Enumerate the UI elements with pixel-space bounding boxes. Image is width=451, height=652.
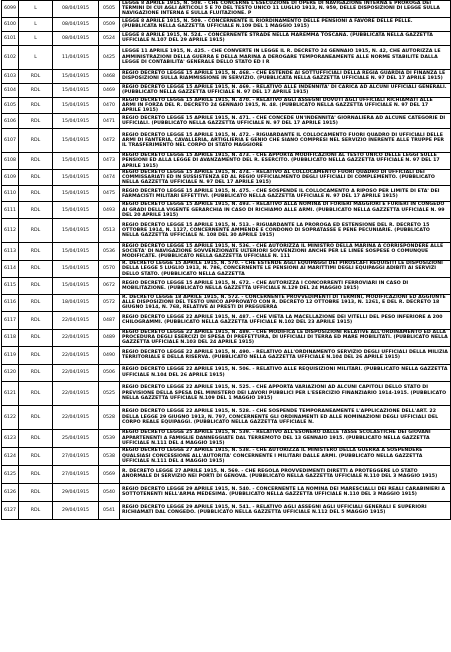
- act-date: 08/04/1915: [53, 17, 99, 31]
- act-type: RDL: [19, 447, 53, 465]
- act-code: 0489: [99, 329, 120, 346]
- act-type: RDL: [19, 114, 53, 129]
- act-date: 15/04/1915: [53, 129, 99, 153]
- act-code: 0474: [99, 169, 120, 186]
- act-type: L: [19, 45, 53, 69]
- table-row: [2, 17, 451, 31]
- act-type: RDL: [19, 483, 53, 501]
- entry-number: 6113: [2, 243, 19, 261]
- table-row: [2, 501, 451, 519]
- act-type: RDL: [19, 83, 53, 97]
- entry-number: 6119: [2, 346, 19, 364]
- table-row: [2, 278, 451, 295]
- entry-number: 6100: [2, 17, 19, 31]
- act-code: 0572: [99, 295, 120, 312]
- act-code: 0475: [99, 186, 120, 202]
- table-row: [2, 429, 451, 447]
- act-type: RDL: [19, 295, 53, 312]
- act-date: 08/04/1915: [53, 31, 99, 45]
- entry-number: 6123: [2, 429, 19, 447]
- table-row: [2, 405, 451, 429]
- act-description: REGIO DECRETO LEGGE 15 APRILE 1915, N. 469. - RELATIVO ALLE INDENNITA' DI CARICA AD ALCUNI UFFICIALI GENERALI. (PUBBLICATO NELLA GAZZETTA UFFICIALE N. 97 DEL 17 APRILE 1915): [120, 83, 451, 97]
- act-description: R. DECRETO LEGGE 18 APRILE 1915, N. 572. - CONCERNENTE PROVVEDIMENTI DI TERMINI, MODIFICAZIONI ED AGGIUNTE ALLE DISPOSIZIONI DEL TESTO UNICO APPROVATO CON R. DECRETO 12 OTTOBRE 1913, N. 1261, E DEL R. DECRETO 18 GIUGNO 1914, N. 768, RELATIVE AI PRESTI DI PREGUERRA: [120, 295, 451, 312]
- act-date: 15/04/1915: [53, 97, 99, 114]
- table-row: [2, 311, 451, 329]
- act-code: 0538: [99, 447, 120, 465]
- act-date: 22/04/1915: [53, 381, 99, 405]
- act-code: 0541: [99, 501, 120, 519]
- act-type: RDL: [19, 69, 53, 83]
- act-code: 0539: [99, 429, 120, 447]
- entry-number: 6102: [2, 45, 19, 69]
- table-row: [2, 219, 451, 243]
- act-type: RDL: [19, 169, 53, 186]
- entry-number: 6127: [2, 501, 19, 519]
- act-description: REGIO DECRETO LEGGE 15 APRILE 1915, N. 470. - RELATIVO AGLI ASSEGNI DOVUTI AGLI UFFICIALI RICHIAMATI ALLE ARMI IN FORZA DEL R. DECRETO 24 GENNAIO 1915, N. 48. (PUBBLICATO NELLA GAZZETTA UFFICIALE N. 97 DEL 17 APRILE 1915): [120, 97, 451, 114]
- act-description: LEGGE 8 APRILE 1915, N. 509. - CONCERNENTE IL RIORDINAMENTO DELLE PENSIONI A FAVORE DELLE PELLE. (PUBBLICATA NELLA GAZZETTA UFFICIALE N.109 DEL 1 MAGGIO 1915): [120, 17, 451, 31]
- act-type: RDL: [19, 329, 53, 346]
- act-code: 0672: [99, 278, 120, 295]
- act-type: RDL: [19, 278, 53, 295]
- act-description: REGIO DECRETO LEGGE 15 APRILE 1915, N. 468. - CHE ESTENDE AI SOTTUFFICIALI DELLA REGIA GUARDIA DI FINANZA LE DISPOSIZIONI SULLA RIAMMISSIONE IN SERVIZIO. (PUBBLICATA NELLA GAZZETTA UFFICIALE N. 97 DEL 17 APRILE 1915): [120, 69, 451, 83]
- act-date: 27/04/1915: [53, 465, 99, 483]
- act-code: 0473: [99, 153, 120, 170]
- entry-number: 6116: [2, 295, 19, 312]
- act-date: 15/04/1915: [53, 114, 99, 129]
- act-type: RDL: [19, 311, 53, 329]
- act-date: 22/04/1915: [53, 329, 99, 346]
- act-date: 22/04/1915: [53, 405, 99, 429]
- act-description: LEGGE 11 APRILE 1915, N. 425. - CHE CONVERTE IN LEGGE IL R. DECRETO 24 GENNAIO 1915, N. 42, CHE AUTORIZZA LE AMMINISTRAZIONI DELLA GUERRA E DELLA MARINA A DEROGARE TEMPORANEAMENTE ALLE NORME STABILITE DALLA LEGGE DI CONTABILITA' GENERALE DELLO STATO ED I R: [120, 45, 451, 69]
- entry-number: 6112: [2, 219, 19, 243]
- act-code: 0528: [99, 405, 120, 429]
- act-date: 29/04/1915: [53, 483, 99, 501]
- act-date: 22/04/1915: [53, 346, 99, 364]
- table-row: [2, 329, 451, 346]
- act-date: 15/04/1915: [53, 261, 99, 278]
- act-code: 0493: [99, 202, 120, 219]
- act-description: REGIO DECRETO LEGGE 15 APRILE 1915, N. 475. - CHE SOSPENDE IL COLLOCAMENTO A RIPOSO PER LIMITE DI ETA' DEI FARMACISTI MILITARI EFFETTIVI. (PUBBLICATO NELLA GAZZETTA UFFICIALE N. 97 DEL 17 APRILE 1915): [120, 186, 451, 202]
- act-code: 0468: [99, 69, 120, 83]
- act-type: RDL: [19, 153, 53, 170]
- act-type: RDL: [19, 219, 53, 243]
- act-type: RDL: [19, 381, 53, 405]
- table-row: [2, 346, 451, 364]
- act-code: 0540: [99, 483, 120, 501]
- act-date: 15/04/1915: [53, 153, 99, 170]
- act-date: 18/04/1915: [53, 295, 99, 312]
- act-code: 0509: [99, 17, 120, 31]
- entry-number: 6124: [2, 447, 19, 465]
- entry-number: 6099: [2, 1, 19, 18]
- act-description: REGIO DECRETO LEGGE 15 APRILE 1915, N. 472. - RIGUARDANTE IL COLLOCAMENTO FUORI QUADRO DI UFFICIALI DELLE ARMI DI FANTERIA, CAVALLERIA, ARTIGLIERIA E GENIO CHE SIANO COMPRESI NEL SERVIZIO INERENTE ALLE TRUPPE PER IL TRASFERIMENTO NEL CORPO DI STATO MAGGIORE: [120, 129, 451, 153]
- act-description: REGIO DECRETO LEGGE 22 APRILE 1915, N. 528. - CHE SOSPENDE TEMPORANEAMENTE L'APPLICAZIONE DELL'ART. 22 DELLA LEGGE 29 GIUGNO 1913, N. 797, CONCERNENTE GLI ORDINAMENTI ED ALLE NOMINAZIONI DEGLI UFFICIALI DEL CORPO REALE EQUIPAGGI. (PUBBLICATO NELLA GAZZETTA UFFICIALE N.: [120, 405, 451, 429]
- table-row: [2, 31, 451, 45]
- act-date: 29/04/1915: [53, 501, 99, 519]
- act-type: RDL: [19, 364, 53, 381]
- act-date: 15/04/1915: [53, 278, 99, 295]
- act-date: 15/04/1915: [53, 243, 99, 261]
- act-date: 15/04/1915: [53, 169, 99, 186]
- table-row: [2, 69, 451, 83]
- act-description: REGIO DECRETO LEGGE 15 APRILE 1915, N. 493. - RELATIVO ALLA NOMINA DI FORIERI MAGGIORI E FURIERI IN CONGEDO AI GRADI DELLA VIGENTE GERARCHIA IN CASO DI RICHIAMO ALLE ARMI. (PUBBLICATO NELLA GAZZETTA UFFICIALE N. 99 DEL 20 APRILE 1915): [120, 202, 451, 219]
- act-description: REGIO DECRETO LEGGE 22 APRILE 1915, N. 506. - RELATIVO ALLE REQUISIZIONI MILITARI. (PUBBLICATO NELLA GAZZETTA UFFICIALE N.104 DEL 26 APRILE 1915): [120, 364, 451, 381]
- act-description: REGIO DECRETO LEGGE 15 APRILE 1915, N. 513. - RIGUARDANTE LA PROROGA ED ESTENSIONE DEL R. DECRETO 15 OTTOBRE 1914, N. 1127, CONCERNENTE AMMENDE E CONDONO DI SOPRATASSE E PENE PECUNIARIE. (PUBBLICATO NELLA GAZZETTA UFFICIALE N. 108 DEL 30 APRILE 1915): [120, 219, 451, 243]
- table-row: [2, 243, 451, 261]
- entry-number: 6101: [2, 31, 19, 45]
- act-code: 0469: [99, 83, 120, 97]
- act-date: 15/04/1915: [53, 69, 99, 83]
- act-description: REGIO DECRETO LEGGE 25 APRILE 1915, N. 539. - RELATIVO ALL'ESONERO DALLE TASSE SCOLASTICHE DEI GIOVANI APPARTENENTI A FAMIGLIE DANNEGGIATE DAL TERREMOTO DEL 13 GENNAIO 1915. (PUBBLICATO NELLA GAZZETTA UFFICIALE N.111 DEL 4 MAGGIO 1915): [120, 429, 451, 447]
- table-row: [2, 447, 451, 465]
- act-description: LEGGE 8 APRILE 1915, N. 524. - CONCERNENTE STRADE NELLA MAREMMA TOSCANA. (PUBBLICATA NELLA GAZZETTA UFFICIALE N.107 DEL 29 APRILE 1915): [120, 31, 451, 45]
- act-date: 15/04/1915: [53, 83, 99, 97]
- act-type: L: [19, 31, 53, 45]
- act-description: REGIO DECRETO LEGGE 22 APRILE 1915, N. 525. - CHE APPORTA VARIAZIONI AD ALCUNI CAPITOLI DELLO STATO DI PREVISIONE DELLA SPESA DEL MINISTERO DEI LAVORI PUBBLICI PER L'ESERCIZIO FINANZIARIO 1914-1915. (PUBBLICATO NELLA GAZZETTA UFFICIALE N.109 DEL 1 MAGGIO 1915): [120, 381, 451, 405]
- act-description: REGIO DECRETO LEGGE 15 APRILE 1915, N. 536. - CHE AUTORIZZA IL MINISTRO DELLA MARINA A CORRISPONDERE ALLE SOCIETA' DI NAVIGAZIONE SOVVENZIONATE ULTERIORI SOVVENZIONI ANCHE PER LE LINEE SOSPESE O COMUNQUE MODIFICATE. (PUBBLICATO NELLA GAZZETTA UFFICIALE N. 111: [120, 243, 451, 261]
- act-date: 22/04/1915: [53, 311, 99, 329]
- act-type: RDL: [19, 129, 53, 153]
- act-description: LEGGE 8 APRILE 1915, N. 508. - CHE CONCERNE L'ESECUZIONE DI OPERE DI NAVIGAZIONE INTERNA E PROROGA DEI TERMINI DI CUI AGLI ARTICOLI 5 E 70 DEL TESTO UNICO 11 LUGLIO 1913, N. 959, DELLE DISPOSIZIONI DI LEGGE SULLA NAVIGAZIONE INTERNA E SULLA FLUITAZIONE. P: [120, 1, 451, 18]
- act-date: 08/04/1915: [53, 1, 99, 18]
- entry-number: 6110: [2, 186, 19, 202]
- act-description: REGIO DECRETO LEGGE 15 APRILE 1915, N. 471. - CHE CONCEDE UN'INDENNITA' GIORNALIERA AD ALCUNE CATEGORIE DI UFFICIALI. (PUBBLICATO NELLA GAZZETTA UFFICIALE N. 97 DEL 17 APRILE 1915): [120, 114, 451, 129]
- act-code: 0524: [99, 31, 120, 45]
- table-row: [2, 97, 451, 114]
- act-type: L: [19, 17, 53, 31]
- table-row: [2, 465, 451, 483]
- entry-number: 6121: [2, 381, 19, 405]
- legislation-table: [1, 0, 451, 520]
- table-row: [2, 153, 451, 170]
- act-code: 0487: [99, 311, 120, 329]
- table-row: [2, 295, 451, 312]
- table-row: [2, 129, 451, 153]
- act-type: RDL: [19, 97, 53, 114]
- entry-number: 6109: [2, 169, 19, 186]
- table-row: [2, 1, 451, 18]
- act-code: 0470: [99, 97, 120, 114]
- table-row: [2, 483, 451, 501]
- act-description: REGIO DECRETO LEGGE 22 APRILE 1915, N. 490. - RELATIVO ALL'ORDINAMENTO SERVIZIO DEGLI UFFICIALI DELLA MILIZIA TERRITORIALE E DELLA RISERVA. (PUBBLICATO NELLA GAZZETTA UFFICIALE N.104 DEL 26 APRILE 1915): [120, 346, 451, 364]
- entry-number: 6114: [2, 261, 19, 278]
- entry-number: 6111: [2, 202, 19, 219]
- act-type: RDL: [19, 202, 53, 219]
- act-code: 0513: [99, 219, 120, 243]
- act-type: RDL: [19, 261, 53, 278]
- entry-number: 6122: [2, 405, 19, 429]
- act-date: 25/04/1915: [53, 429, 99, 447]
- act-description: REGIO DECRETO LEGGE 15 APRILE 1915, N. 474. - RELATIVO AL COLLOCAMENTO FUORI QUADRO DI UFFICIALI DEI COMMISSARIATI ED IN SUSSISTENZA ED AL REGIO UFFICIALMENTO DEGLI UFFICIALI DI COMPLEMENTO. (PUBBLICATO NELLA GAZZETTA UFFICIALE N. 97 DEL 17 APRILE 1915): [120, 169, 451, 186]
- act-description: REGIO DECRETO LEGGE 15 APRILE 1915, N. 672. - CHE AUTORIZZA I CONCORRENTI FERROVIARI IN CASO DI MOBILITAZIONE. (PUBBLICATO NELLA GAZZETTA UFFICIALE N.129 DEL 24 MAGGIO 1915): [120, 278, 451, 295]
- entry-number: 6103: [2, 69, 19, 83]
- act-code: 0570: [99, 261, 120, 278]
- act-description: REGIO DECRETO LEGGE 27 APRILE 1915, N. 538. - CHE AUTORIZZA IL MINISTERO DELLA GUERRA A SOSPENDERE QUALSIASI CONCESSIONE ALL'AUTORITA' CONCERNENTE I MILITARI DALLE ARMI. (PUBBLICATO NELLA GAZZETTA UFFICIALE N.111 DEL 4 MAGGIO 1915): [120, 447, 451, 465]
- act-description: R. DECRETO LEGGE 15 APRILE 1915, N. 570. - CHE ESTENDE AGLI EQUIPAGGI DEI PIROSCAFI REQUISITI LE DISPOSIZIONI DELLA LEGGE 5 LUGLIO 1913, N. 786, CONCERNENTE LE PENSIONI AI MARITTIMI DEGLI EQUIPAGGI ADIBITI AI SERVIZI DELLO STATO. (PUBBLICATO NELLA GAZZETTA: [120, 261, 451, 278]
- act-description: REGIO DECRETO LEGGE 22 APRILE 1915, N. 487. - CHE VIETA LA MACELLAZIONE DEI VITELLI DEL PESO INFERIORE A 200 CHILOGRAMMI. (PUBBLICATO NELLA GAZZETTA UFFICIALE N.102 DEL 23 APRILE 1915): [120, 311, 451, 329]
- entry-number: 6115: [2, 278, 19, 295]
- act-date: 22/04/1915: [53, 364, 99, 381]
- act-description: REGIO DECRETO LEGGE 15 APRILE 1915, N. 473. - CHE APPORTA MODIFICAZIONI AL TESTO UNICO DELLE LEGGI SULLE PENSIONI ED ALLA LEGGE DI AVANZAMENTO DEL R. ESERCITO. (PUBBLICATO NELLA GAZZETTA UFFICIALE N. 97 DEL 17 APRILE 1915): [120, 153, 451, 170]
- act-code: 0525: [99, 381, 120, 405]
- table-row: [2, 186, 451, 202]
- act-description: R. DECRETO LEGGE 27 APRILE 1915, N. 569. - CHE REGOLA PROVVEDIMENTI DIRETTI A PROTEGGERE LO STATO ANORMALE DI SERVIZIO NEI PORTI DI GENOVA. (PUBBLICATO NELLA GAZZETTA UFFICIALE N.110 DEL 3 MAGGIO 1915): [120, 465, 451, 483]
- entry-number: 6108: [2, 153, 19, 170]
- act-date: 27/04/1915: [53, 447, 99, 465]
- act-date: 11/04/1915: [53, 45, 99, 69]
- act-type: L: [19, 1, 53, 18]
- act-type: RDL: [19, 346, 53, 364]
- table-body: [2, 1, 451, 520]
- act-description: REGIO DECRETO LEGGE 29 APRILE 1915, N. 540. - CONCERNENTE LA NOMINA DEI MARESCIALLI DEI REALI CARABINIERI A SOTTOTENENTI NELL'ARMA MEDESIMA. (PUBBLICATO NELLA GAZZETTA UFFICIALE N.110 DEL 3 MAGGIO 1915): [120, 483, 451, 501]
- act-code: 0569: [99, 465, 120, 483]
- entry-number: 6117: [2, 311, 19, 329]
- act-code: 0472: [99, 129, 120, 153]
- entry-number: 6107: [2, 129, 19, 153]
- act-code: 0506: [99, 364, 120, 381]
- act-code: 0471: [99, 114, 120, 129]
- entry-number: 6126: [2, 483, 19, 501]
- entry-number: 6106: [2, 114, 19, 129]
- table-row: [2, 202, 451, 219]
- act-code: 0505: [99, 1, 120, 18]
- act-date: 15/04/1915: [53, 202, 99, 219]
- act-code: 0490: [99, 346, 120, 364]
- act-type: RDL: [19, 243, 53, 261]
- table-row: [2, 261, 451, 278]
- entry-number: 6125: [2, 465, 19, 483]
- table-row: [2, 169, 451, 186]
- act-code: 0536: [99, 243, 120, 261]
- act-date: 15/04/1915: [53, 219, 99, 243]
- act-type: RDL: [19, 186, 53, 202]
- act-description: REGIO DECRETO LEGGE 29 APRILE 1915, N. 541. - RELATIVO AGLI ASSEGNI AGLI UFFICIALI GENERALI E SUPERIORI RICHIAMATI DAL CONGEDO. (PUBBLICATO NELLA GAZZETTA UFFICIALE N.112 DEL 5 MAGGIO 1915): [120, 501, 451, 519]
- entry-number: 6105: [2, 97, 19, 114]
- table-row: [2, 83, 451, 97]
- entry-number: 6104: [2, 83, 19, 97]
- act-type: RDL: [19, 501, 53, 519]
- act-description: REGIO DECRETO LEGGE 22 APRILE 1915, N. 489. - CHE MODIFICA LE DISPOSIZIONI RELATIVE ALL'ORDINAMENTO ED ALLA PROCEDURA DEGLI ESERCIZI DI SPESA DI PREFETTURA, DI UFFICIALI DI TERRA ED MARE MOBILITATI. (PUBBLICATO NELLA GAZZETTA UFFICIALE N.103 DEL 24 APRILE 1915): [120, 329, 451, 346]
- entry-number: 6120: [2, 364, 19, 381]
- table-row: [2, 114, 451, 129]
- act-type: RDL: [19, 465, 53, 483]
- table-row: [2, 364, 451, 381]
- table-row: [2, 45, 451, 69]
- act-code: 0425: [99, 45, 120, 69]
- table-row: [2, 381, 451, 405]
- act-type: RDL: [19, 429, 53, 447]
- act-date: 15/04/1915: [53, 186, 99, 202]
- entry-number: 6118: [2, 329, 19, 346]
- act-type: RDL: [19, 405, 53, 429]
